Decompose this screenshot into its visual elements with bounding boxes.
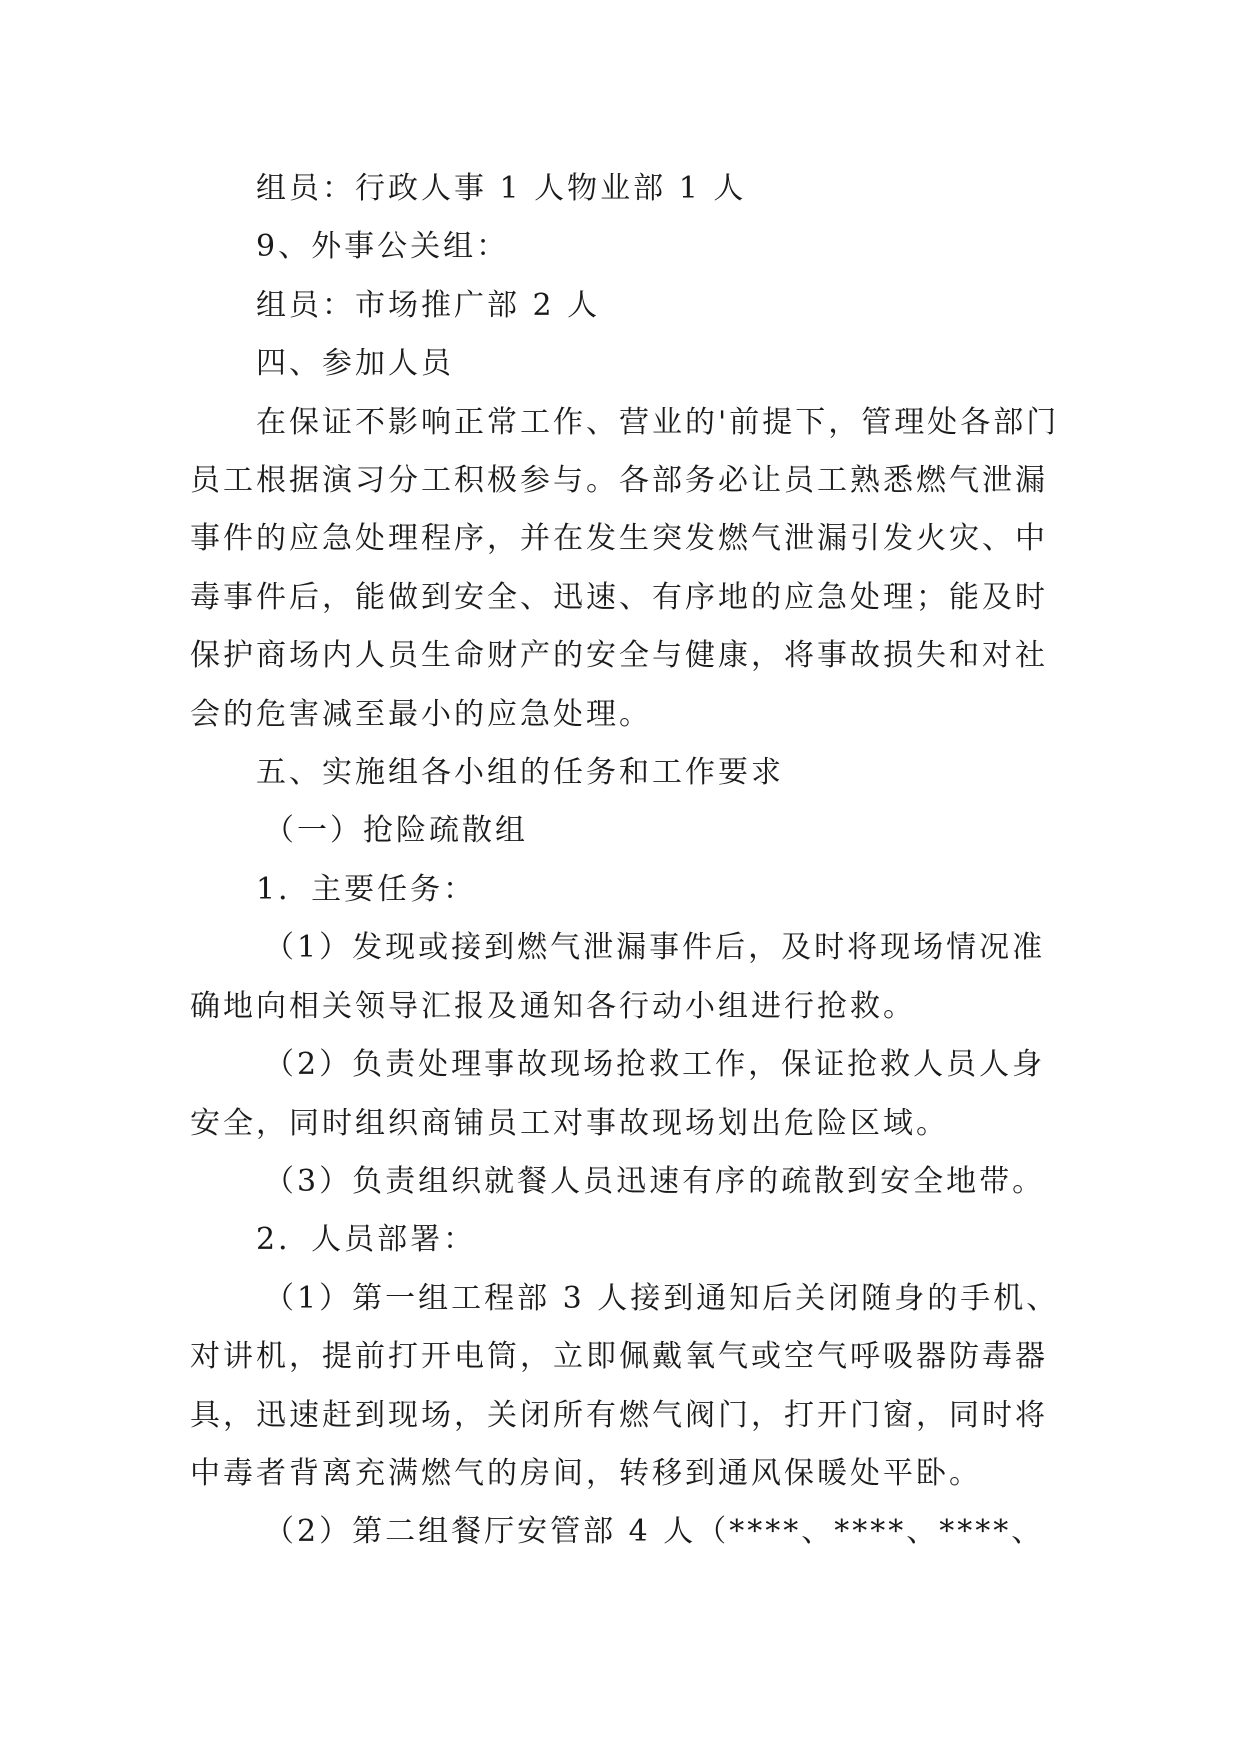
list-item-deployment-2: （2）第二组餐厅安管部 4 人（****、****、****、 [264, 1514, 1045, 1550]
section-heading-tasks: 五、实施组各小组的任务和工作要求 [256, 755, 784, 791]
paragraph-participants-body: 在保证不影响正常工作、营业的'前提下，管理处各部门员工根据演习分工积极参与。各部务必让员工熟悉燃气泄漏事件的应急处理程序，并在发生突发燃气泄漏引发火灾、中毒事件后，能做到安全、迅速、有序地的应急处理；能及时保护商场内人员生命财产的安全与健康，将事故损失和对社会的危害减至最小的应急处理。 [190, 404, 1060, 732]
subsection-heading-rescue-group: （一）抢险疏散组 [264, 813, 528, 849]
list-item-task-2: （2）负责处理事故现场抢救工作，保证抢救人员人身安全，同时组织商铺员工对事故现场划出危险区域。 [190, 1047, 1046, 1141]
item-heading-main-tasks: 1．主要任务： [256, 871, 477, 907]
paragraph-members-admin: 组员：行政人事 1 人物业部 1 人 [256, 171, 747, 206]
document-body [190, 160, 1070, 1562]
list-item-task-1: （1）发现或接到燃气泄漏事件后，及时将现场情况准确地向相关领导汇报及通知各行动小组进行抢救。 [190, 930, 1046, 1024]
section-heading-participants: 四、参加人员 [256, 346, 454, 382]
paragraph-members-marketing: 组员：市场推广部 2 人 [256, 287, 601, 323]
list-item-task-3: （3）负责组织就餐人员迅速有序的疏散到安全地带。 [264, 1163, 1046, 1199]
item-heading-deployment: 2．人员部署： [256, 1222, 477, 1258]
list-item-deployment-1: （1）第一组工程部 3 人接到通知后关闭随身的手机、对讲机，提前打开电筒，立即佩戴氧气或空气呼吸器防毒器具，迅速赶到现场，关闭所有燃气阀门，打开门窗，同时将中毒者背离充满燃气的房间，转移到通风保暖处平卧。 [190, 1280, 1060, 1491]
paragraph-pr-group-heading: 9、外事公关组： [256, 229, 510, 265]
